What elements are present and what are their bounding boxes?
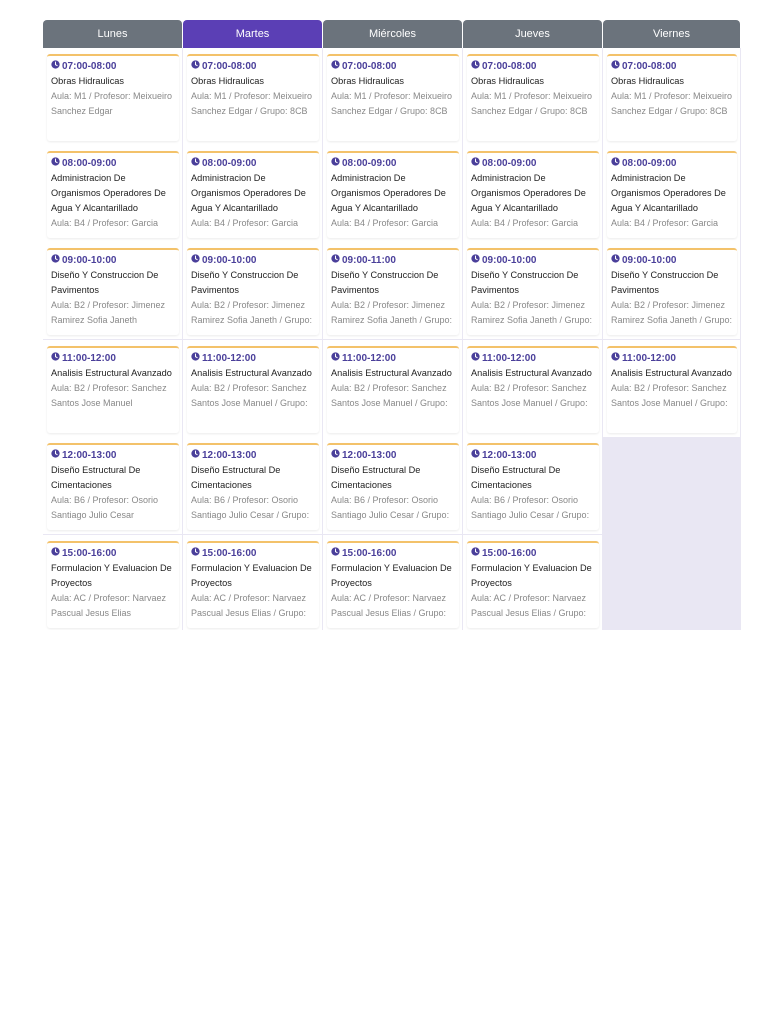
class-details: Aula: M1 / Profesor: Meixueiro Sanchez Edgar (51, 91, 173, 116)
class-slot (603, 242, 740, 339)
class-slot (43, 48, 182, 145)
class-subject: Diseño Estructural De Cimentaciones (51, 465, 141, 490)
class-time-label: 15:00-16:00 (62, 548, 117, 559)
class-slot (323, 535, 462, 630)
class-card[interactable] (187, 54, 319, 141)
day-column-3 (463, 48, 602, 630)
class-slot (183, 340, 322, 437)
class-card[interactable] (327, 346, 459, 433)
class-details: Aula: B4 / Profesor: Garcia (471, 218, 579, 228)
class-time (191, 157, 315, 171)
class-subject: Administracion De Organismos Operadores De Agua Y Alcantarillado (191, 173, 306, 213)
class-subject: Formulacion Y Evaluacion De Proyectos (51, 563, 172, 588)
class-slot (183, 437, 322, 534)
class-time (611, 60, 733, 74)
class-card[interactable] (607, 151, 737, 238)
class-time (471, 254, 595, 268)
class-time (611, 352, 733, 366)
class-card[interactable] (187, 346, 319, 433)
class-slot (463, 535, 602, 630)
class-time-label: 12:00-13:00 (202, 450, 257, 461)
clock-icon (191, 157, 200, 171)
class-details: Aula: B4 / Profesor: Garcia (51, 218, 159, 228)
class-details: Aula: AC / Profesor: Narvaez Pascual Jesus Elias (51, 593, 167, 618)
clock-icon (331, 449, 340, 463)
class-slot (463, 242, 602, 339)
clock-icon (191, 547, 200, 561)
clock-icon (331, 254, 340, 268)
class-slot (43, 535, 182, 630)
clock-icon (611, 254, 620, 268)
class-time-label: 09:00-10:00 (482, 255, 537, 266)
day-column-4 (603, 48, 740, 630)
class-details: Aula: B2 / Profesor: Jimenez Ramirez Sofia Janeth (51, 300, 166, 325)
class-details: Aula: AC / Profesor: Narvaez Pascual Jesus Elias / Grupo: (331, 593, 447, 618)
class-time (611, 157, 733, 171)
class-subject: Analisis Estructural Avanzado (611, 368, 732, 378)
class-subject: Diseño Y Construccion De Pavimentos (611, 270, 719, 295)
class-card[interactable] (607, 248, 737, 335)
class-card[interactable] (467, 54, 599, 141)
class-time-label: 07:00-08:00 (482, 61, 537, 72)
class-slot (183, 242, 322, 339)
class-card[interactable] (467, 443, 599, 530)
clock-icon (471, 157, 480, 171)
class-subject: Analisis Estructural Avanzado (331, 368, 452, 378)
class-slot (43, 437, 182, 534)
class-time-label: 07:00-08:00 (62, 61, 117, 72)
class-subject: Obras Hidraulicas (611, 76, 685, 86)
class-time-label: 15:00-16:00 (482, 548, 537, 559)
class-details: Aula: B2 / Profesor: Sanchez Santos Jose Manuel / Grupo: (331, 383, 448, 408)
clock-icon (191, 254, 200, 268)
day-header-jueves[interactable]: Jueves (463, 20, 602, 48)
clock-icon (51, 547, 60, 561)
class-slot (323, 145, 462, 242)
class-time-label: 11:00-12:00 (62, 353, 116, 364)
class-card[interactable] (327, 151, 459, 238)
class-time (471, 352, 595, 366)
class-subject: Formulacion Y Evaluacion De Proyectos (191, 563, 312, 588)
class-card[interactable] (47, 54, 179, 141)
class-card[interactable] (47, 248, 179, 335)
clock-icon (611, 157, 620, 171)
class-card[interactable] (467, 151, 599, 238)
class-slot (463, 145, 602, 242)
class-time (611, 254, 733, 268)
class-time (331, 352, 455, 366)
class-details: Aula: B2 / Profesor: Sanchez Santos Jose Manuel / Grupo: (611, 383, 728, 408)
clock-icon (51, 352, 60, 366)
class-time (51, 547, 175, 561)
class-time-label: 09:00-10:00 (622, 255, 677, 266)
class-card[interactable] (47, 346, 179, 433)
class-details: Aula: B2 / Profesor: Sanchez Santos Jose Manuel / Grupo: (191, 383, 308, 408)
class-subject: Diseño Y Construccion De Pavimentos (331, 270, 439, 295)
class-slot (43, 145, 182, 242)
day-header-lunes[interactable]: Lunes (43, 20, 182, 48)
class-time (191, 449, 315, 463)
class-time-label: 15:00-16:00 (202, 548, 257, 559)
class-slot (43, 340, 182, 437)
class-subject: Administracion De Organismos Operadores De Agua Y Alcantarillado (331, 173, 446, 213)
day-column-1 (183, 48, 322, 630)
class-details: Aula: B2 / Profesor: Jimenez Ramirez Sofia Janeth / Grupo: (331, 300, 453, 325)
class-card[interactable] (47, 541, 179, 628)
class-slot (323, 437, 462, 534)
class-details: Aula: M1 / Profesor: Meixueiro Sanchez Edgar / Grupo: 8CB (471, 91, 593, 116)
class-details: Aula: B2 / Profesor: Jimenez Ramirez Sofia Janeth / Grupo: (611, 300, 733, 325)
clock-icon (331, 60, 340, 74)
class-details: Aula: B6 / Profesor: Osorio Santiago Julio Cesar / Grupo: (471, 495, 590, 520)
class-card[interactable] (327, 541, 459, 628)
class-card[interactable] (467, 248, 599, 335)
weekly-schedule (43, 20, 741, 630)
class-details: Aula: M1 / Profesor: Meixueiro Sanchez Edgar / Grupo: 8CB (611, 91, 733, 116)
class-time (331, 254, 455, 268)
day-header-row (43, 20, 741, 48)
class-time-label: 08:00-09:00 (622, 158, 677, 169)
class-slot (323, 242, 462, 339)
class-time (191, 254, 315, 268)
class-time-label: 12:00-13:00 (482, 450, 537, 461)
class-details: Aula: M1 / Profesor: Meixueiro Sanchez Edgar / Grupo: 8CB (331, 91, 453, 116)
class-time (51, 60, 175, 74)
class-details: Aula: B2 / Profesor: Sanchez Santos Jose Manuel (51, 383, 167, 408)
class-card[interactable] (187, 151, 319, 238)
class-details: Aula: B2 / Profesor: Jimenez Ramirez Sofia Janeth / Grupo: (471, 300, 593, 325)
class-subject: Diseño Y Construccion De Pavimentos (191, 270, 299, 295)
class-card[interactable] (467, 541, 599, 628)
clock-icon (471, 449, 480, 463)
class-slot (463, 340, 602, 437)
clock-icon (611, 352, 620, 366)
class-details: Aula: B4 / Profesor: Garcia (331, 218, 439, 228)
class-time-label: 08:00-09:00 (62, 158, 117, 169)
class-subject: Obras Hidraulicas (471, 76, 545, 86)
clock-icon (331, 157, 340, 171)
class-time (471, 60, 595, 74)
class-subject: Formulacion Y Evaluacion De Proyectos (331, 563, 452, 588)
clock-icon (331, 547, 340, 561)
class-time-label: 11:00-12:00 (622, 353, 676, 364)
class-time (51, 449, 175, 463)
class-subject: Diseño Y Construccion De Pavimentos (51, 270, 159, 295)
class-details: Aula: M1 / Profesor: Meixueiro Sanchez Edgar / Grupo: 8CB (191, 91, 313, 116)
class-subject: Obras Hidraulicas (331, 76, 405, 86)
class-card[interactable] (187, 248, 319, 335)
class-time-label: 15:00-16:00 (342, 548, 397, 559)
class-time (191, 352, 315, 366)
class-subject: Administracion De Organismos Operadores De Agua Y Alcantarillado (471, 173, 586, 213)
class-details: Aula: AC / Profesor: Narvaez Pascual Jesus Elias / Grupo: (471, 593, 587, 618)
class-time-label: 11:00-12:00 (342, 353, 396, 364)
clock-icon (191, 60, 200, 74)
class-time-label: 09:00-11:00 (342, 255, 396, 266)
class-slot (323, 48, 462, 145)
day-column-2 (323, 48, 462, 630)
class-time-label: 12:00-13:00 (342, 450, 397, 461)
class-slot (43, 242, 182, 339)
clock-icon (471, 254, 480, 268)
class-time-label: 08:00-09:00 (202, 158, 257, 169)
class-subject: Obras Hidraulicas (191, 76, 265, 86)
class-time (191, 60, 315, 74)
class-time-label: 11:00-12:00 (482, 353, 536, 364)
class-subject: Formulacion Y Evaluacion De Proyectos (471, 563, 592, 588)
class-card[interactable] (47, 151, 179, 238)
day-header-viernes[interactable]: Viernes (603, 20, 740, 48)
clock-icon (331, 352, 340, 366)
class-details: Aula: B6 / Profesor: Osorio Santiago Julio Cesar / Grupo: (331, 495, 450, 520)
class-time (51, 352, 175, 366)
class-slot (603, 145, 740, 242)
class-slot (603, 340, 740, 437)
class-time-label: 09:00-10:00 (202, 255, 257, 266)
clock-icon (51, 449, 60, 463)
class-slot (183, 535, 322, 630)
class-slot (603, 48, 740, 145)
day-header-martes[interactable]: Martes (183, 20, 322, 48)
class-details: Aula: B6 / Profesor: Osorio Santiago Julio Cesar (51, 495, 159, 520)
clock-icon (471, 547, 480, 561)
class-card[interactable] (187, 541, 319, 628)
clock-icon (51, 60, 60, 74)
class-card[interactable] (187, 443, 319, 530)
clock-icon (471, 60, 480, 74)
class-details: Aula: AC / Profesor: Narvaez Pascual Jesus Elias / Grupo: (191, 593, 307, 618)
class-subject: Diseño Y Construccion De Pavimentos (471, 270, 579, 295)
class-subject: Administracion De Organismos Operadores De Agua Y Alcantarillado (611, 173, 726, 213)
class-time-label: 07:00-08:00 (342, 61, 397, 72)
clock-icon (191, 449, 200, 463)
class-time (51, 157, 175, 171)
class-time (471, 157, 595, 171)
class-details: Aula: B4 / Profesor: Garcia (611, 218, 719, 228)
class-slot (463, 48, 602, 145)
class-time (331, 449, 455, 463)
class-subject: Administracion De Organismos Operadores De Agua Y Alcantarillado (51, 173, 166, 213)
clock-icon (51, 157, 60, 171)
class-subject: Analisis Estructural Avanzado (191, 368, 312, 378)
class-time (51, 254, 175, 268)
class-subject: Diseño Estructural De Cimentaciones (471, 465, 561, 490)
class-time-label: 07:00-08:00 (202, 61, 257, 72)
class-slot (323, 340, 462, 437)
class-time-label: 08:00-09:00 (482, 158, 537, 169)
class-time-label: 07:00-08:00 (622, 61, 677, 72)
class-time (471, 449, 595, 463)
class-time (331, 547, 455, 561)
class-subject: Diseño Estructural De Cimentaciones (331, 465, 421, 490)
class-slot (183, 145, 322, 242)
class-card[interactable] (607, 54, 737, 141)
class-card[interactable] (607, 346, 737, 433)
class-subject: Obras Hidraulicas (51, 76, 125, 86)
class-card[interactable] (327, 443, 459, 530)
class-subject: Diseño Estructural De Cimentaciones (191, 465, 281, 490)
class-time (191, 547, 315, 561)
class-card[interactable] (327, 54, 459, 141)
clock-icon (191, 352, 200, 366)
class-details: Aula: B6 / Profesor: Osorio Santiago Julio Cesar / Grupo: (191, 495, 310, 520)
class-details: Aula: B2 / Profesor: Jimenez Ramirez Sofia Janeth / Grupo: (191, 300, 313, 325)
class-card[interactable] (467, 346, 599, 433)
class-card[interactable] (47, 443, 179, 530)
class-slot (463, 437, 602, 534)
day-header-miercoles[interactable]: Miércoles (323, 20, 462, 48)
clock-icon (471, 352, 480, 366)
day-column-0 (43, 48, 182, 630)
class-subject: Analisis Estructural Avanzado (51, 368, 172, 378)
class-details: Aula: B2 / Profesor: Sanchez Santos Jose Manuel / Grupo: (471, 383, 588, 408)
class-time (331, 60, 455, 74)
class-card[interactable] (327, 248, 459, 335)
class-subject: Analisis Estructural Avanzado (471, 368, 592, 378)
class-slot (183, 48, 322, 145)
class-time-label: 08:00-09:00 (342, 158, 397, 169)
class-details: Aula: B4 / Profesor: Garcia (191, 218, 299, 228)
class-time-label: 11:00-12:00 (202, 353, 256, 364)
class-time-label: 09:00-10:00 (62, 255, 117, 266)
class-time (331, 157, 455, 171)
class-time-label: 12:00-13:00 (62, 450, 117, 461)
clock-icon (611, 60, 620, 74)
schedule-grid (43, 48, 741, 630)
class-time (471, 547, 595, 561)
clock-icon (51, 254, 60, 268)
